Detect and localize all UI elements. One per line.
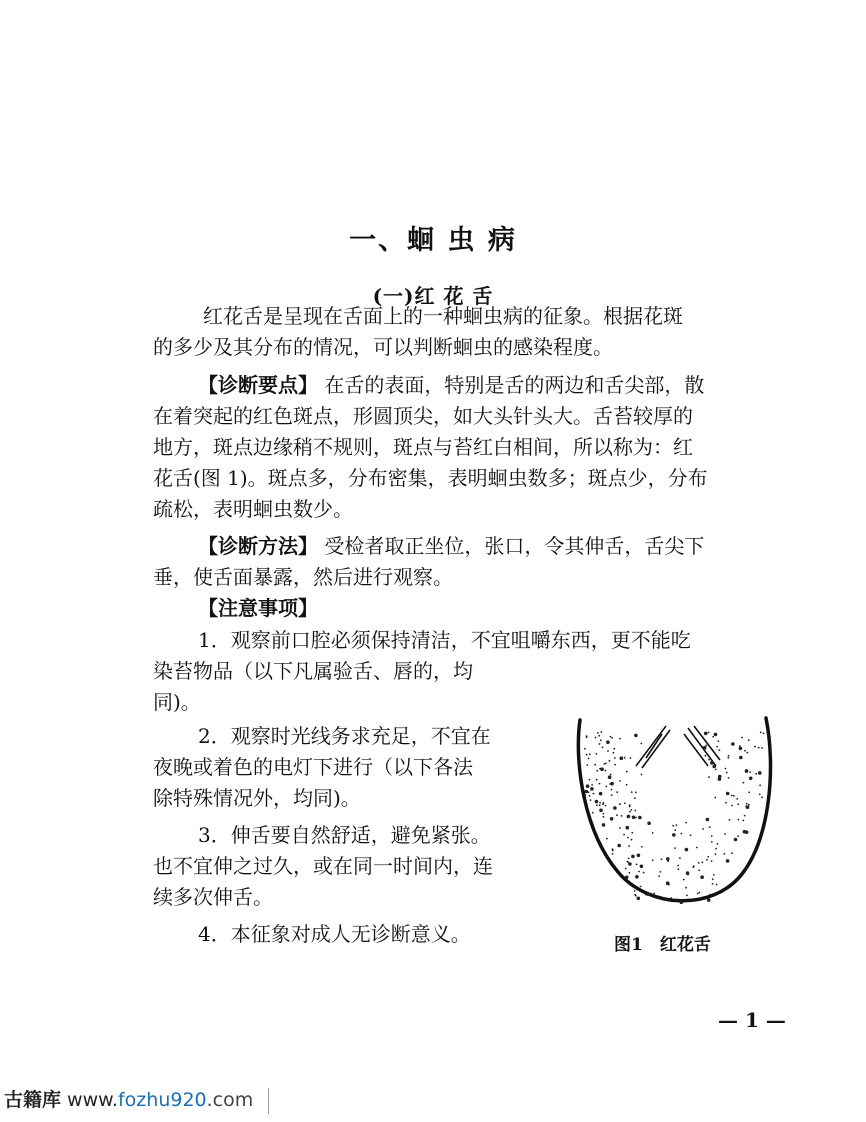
body-line — [153, 463, 708, 494]
spot-dot — [584, 790, 588, 794]
spot-dot — [616, 791, 618, 793]
spot-dot — [634, 797, 636, 799]
spot-dot — [686, 871, 690, 875]
spot-dot — [612, 853, 614, 855]
spot-dot — [625, 876, 629, 880]
spot-dot — [726, 792, 730, 796]
spot-dot — [617, 844, 621, 848]
spot-dot — [609, 760, 611, 762]
spot-dot — [596, 753, 598, 755]
spot-dot — [620, 756, 624, 760]
spot-dot — [661, 858, 663, 860]
spot-dot — [627, 837, 629, 839]
spot-dot — [685, 848, 689, 852]
spot-dot — [631, 832, 633, 834]
spot-dot — [629, 805, 631, 807]
spot-dot — [711, 835, 713, 837]
spot-dot — [652, 859, 654, 861]
spot-dot — [666, 859, 668, 861]
spot-dot — [729, 819, 731, 821]
spot-dot — [628, 862, 632, 866]
spot-dot — [676, 824, 678, 826]
spot-dot — [635, 817, 637, 819]
spot-dot — [605, 770, 607, 772]
spot-dot — [748, 804, 750, 806]
spot-dot — [613, 752, 615, 754]
spot-dot — [595, 737, 597, 739]
spot-dot — [635, 875, 639, 879]
spot-dot — [702, 861, 704, 863]
spot-dot — [628, 858, 630, 860]
spot-dot — [599, 802, 601, 804]
spot-dot — [713, 874, 715, 876]
spot-dot — [599, 743, 601, 745]
spot-dot — [598, 735, 600, 737]
spot-dot — [724, 853, 726, 855]
tongue-figure — [570, 712, 790, 922]
section-heading: 【诊断要点】 — [198, 373, 318, 397]
body-line — [153, 332, 613, 363]
spot-dot — [584, 794, 586, 796]
body-line-text: 在舌的表面，特别是舌的两边和舌尖部，散 — [324, 373, 705, 397]
body-line-text: 垂，使舌面暴露，然后进行观察。 — [153, 565, 453, 589]
spot-dot — [758, 747, 760, 749]
spot-dot — [632, 816, 636, 820]
spot-dot — [631, 839, 633, 841]
spot-dot — [600, 731, 602, 733]
spot-dot — [634, 890, 636, 892]
spot-dot — [741, 737, 743, 739]
spot-dot — [737, 835, 739, 837]
body-line — [198, 625, 691, 656]
spot-dot — [619, 738, 621, 740]
spot-dot — [660, 871, 662, 873]
spot-dot — [635, 895, 637, 897]
spot-dot — [678, 868, 680, 870]
spot-dot — [731, 852, 733, 854]
spot-dot — [604, 763, 606, 765]
spot-dot — [611, 737, 613, 739]
spot-dot — [731, 805, 733, 807]
body-line — [153, 851, 493, 882]
body-line — [153, 783, 361, 814]
spot-dot — [697, 893, 699, 895]
spot-dot — [584, 748, 586, 750]
spot-dot — [600, 767, 604, 771]
spot-dot — [679, 857, 681, 859]
spot-dot — [731, 795, 733, 797]
body-line-text: 在着突起的红色斑点，形圆顶尖，如大头针头大。舌苔较厚的 — [153, 404, 693, 428]
spot-dot — [728, 755, 730, 757]
spot-dot — [747, 752, 749, 754]
spot-dot — [592, 812, 594, 814]
spot-dot — [707, 898, 711, 902]
spot-dot — [733, 795, 735, 797]
spot-dot — [749, 771, 751, 773]
spot-dot — [606, 838, 608, 840]
body-line — [203, 301, 683, 332]
body-line-text: 续多次伸舌。 — [153, 885, 273, 909]
site-watermark[interactable] — [4, 1085, 253, 1112]
body-line — [153, 562, 453, 593]
watermark-brand: 古籍库 — [4, 1089, 62, 1111]
spot-dot — [626, 771, 628, 773]
spot-dot — [715, 769, 717, 771]
spot-dot — [711, 860, 713, 862]
spot-dot — [619, 803, 621, 805]
spot-dot — [714, 797, 716, 799]
spot-dot — [630, 809, 632, 811]
center-groove-left — [636, 726, 670, 768]
spot-dot — [685, 887, 687, 889]
spot-dot — [635, 792, 637, 794]
spot-dot — [712, 736, 714, 738]
spot-dot — [616, 814, 618, 816]
spot-dot — [637, 854, 641, 858]
spot-dot — [739, 745, 741, 747]
footer-divider — [268, 1088, 269, 1114]
spot-dot — [703, 746, 707, 750]
spot-dot — [619, 780, 621, 782]
spot-dot — [703, 898, 705, 900]
spot-dot — [608, 775, 612, 779]
spot-dot — [589, 795, 591, 797]
spot-dot — [626, 826, 630, 830]
spot-dot — [704, 732, 708, 736]
section-title: (一)红 花 舌 — [372, 284, 494, 308]
tongue-outline — [578, 718, 770, 901]
spot-dot — [602, 747, 604, 749]
spot-dot — [705, 755, 707, 757]
spot-dot — [674, 829, 676, 831]
body-line — [153, 494, 353, 525]
spot-dot — [610, 782, 614, 786]
spot-dot — [755, 773, 757, 775]
spot-dot — [706, 859, 708, 861]
body-line — [198, 820, 491, 851]
spot-dot — [759, 784, 761, 786]
spot-dot — [638, 816, 642, 820]
spot-dot — [586, 764, 588, 766]
spot-dot — [595, 800, 599, 804]
spot-dot — [586, 736, 588, 738]
spot-dot — [685, 822, 687, 824]
spot-dot — [698, 862, 700, 864]
body-line-text: 除特殊情况外，均同)。 — [153, 786, 361, 810]
spot-dot — [739, 756, 743, 760]
spot-dot — [612, 848, 614, 850]
spot-dot — [745, 830, 749, 834]
spot-dot — [630, 757, 632, 759]
spot-dot — [636, 864, 638, 866]
spot-dot — [596, 779, 598, 781]
spot-dot — [712, 765, 716, 769]
watermark-suffix: .com — [206, 1089, 254, 1111]
spot-dot — [634, 734, 638, 738]
body-line — [198, 721, 491, 752]
spot-dot — [743, 782, 745, 784]
spot-dot — [728, 777, 730, 779]
spot-dot — [719, 749, 721, 751]
spot-dot — [686, 895, 688, 897]
spot-dot — [690, 834, 692, 836]
spot-dot — [623, 834, 625, 836]
body-line — [198, 919, 471, 950]
spot-dot — [736, 798, 738, 800]
spot-dot — [717, 843, 719, 845]
spot-dot — [590, 799, 592, 801]
page-number: — 1 — — [718, 1008, 786, 1032]
spot-dot — [727, 757, 729, 759]
spot-dot — [634, 810, 636, 812]
body-line-text: 的多少及其分布的情况，可以判断蛔虫的感染程度。 — [153, 335, 613, 359]
spot-dot — [718, 777, 722, 781]
body-line — [153, 401, 693, 432]
spot-dot — [589, 753, 591, 755]
spot-dot — [602, 823, 606, 827]
body-line-text: 也不宜伸之过久，或在同一时间内，连 — [153, 854, 493, 878]
body-line-text: 夜晚或着色的电灯下进行（以下各法 — [153, 755, 473, 779]
spot-dot — [699, 892, 701, 894]
spot-dot — [627, 815, 631, 819]
spot-dot — [602, 803, 604, 805]
chapter-title: 一、蛔 虫 病 — [349, 225, 517, 256]
spot-dot — [640, 886, 642, 888]
spot-dot — [744, 750, 746, 752]
spot-dot — [716, 746, 718, 748]
spot-dot — [652, 832, 654, 834]
spot-dot — [610, 736, 612, 738]
body-line — [153, 752, 473, 783]
spot-dot — [680, 900, 684, 904]
spot-dot — [680, 833, 682, 835]
spot-dot — [734, 838, 738, 842]
body-line — [153, 432, 693, 463]
spot-dot — [670, 897, 672, 899]
spot-dot — [749, 777, 753, 781]
spot-dot — [607, 750, 609, 752]
spot-dot — [748, 739, 750, 741]
spot-dot — [611, 794, 613, 796]
spot-dot — [709, 826, 711, 828]
section-heading: 【诊断方法】 — [198, 534, 318, 558]
spot-dot — [626, 784, 628, 786]
spot-dot — [631, 855, 635, 859]
spot-dot — [619, 827, 621, 829]
spot-dot — [640, 743, 642, 745]
spot-dot — [712, 883, 714, 885]
spot-dot — [647, 892, 651, 896]
section-heading: 【注意事项】 — [198, 596, 318, 620]
spot-dot — [614, 757, 616, 759]
spot-dot — [593, 793, 595, 795]
body-line-text: 红花舌是呈现在舌面上的一种蛔虫病的征象。根据花斑 — [203, 304, 683, 328]
spot-dot — [641, 774, 643, 776]
spot-dot — [605, 786, 607, 788]
spot-dot — [702, 828, 704, 830]
spot-dot — [640, 865, 644, 869]
spot-dot — [654, 897, 656, 899]
spot-dot — [744, 815, 746, 817]
spot-dot — [683, 879, 685, 881]
spot-dot — [761, 747, 763, 749]
body-line — [198, 531, 704, 562]
spot-dot — [637, 897, 641, 901]
spot-dot — [625, 868, 627, 870]
spot-dot — [763, 733, 765, 735]
spot-dot — [745, 805, 747, 807]
spot-dot — [738, 819, 740, 821]
spot-dot — [626, 861, 628, 863]
spot-dot — [700, 875, 704, 879]
spot-dot — [645, 894, 647, 896]
spot-dot — [754, 746, 756, 748]
body-line-text: 染苔物品（以下凡属验舌、唇的，均 — [153, 659, 473, 683]
spot-dot — [603, 813, 605, 815]
spot-dot — [605, 805, 607, 807]
spot-dot — [610, 817, 614, 821]
body-line-text: 花舌(图 1)。斑点多，分布密集，表明蛔虫数多；斑点少，分布 — [153, 466, 708, 490]
spot-dot — [643, 872, 645, 874]
spot-dot — [666, 881, 670, 885]
spot-dot — [717, 740, 719, 742]
spot-dot — [614, 764, 616, 766]
spot-dot — [708, 759, 710, 761]
spot-dot — [705, 745, 707, 747]
body-line-text: 1．观察前口腔必须保持清洁，不宜咀嚼东西，更不能吃 — [198, 628, 691, 652]
spot-dot — [725, 768, 727, 770]
spot-dot — [693, 900, 695, 902]
spot-dot — [600, 739, 602, 741]
spot-dot — [725, 802, 727, 804]
center-groove-right — [684, 726, 720, 766]
spot-dot — [631, 791, 633, 793]
spot-dot — [596, 770, 598, 772]
spot-dot — [599, 792, 603, 796]
spot-dot — [739, 747, 743, 751]
spot-dot — [586, 784, 590, 788]
spot-dot — [706, 818, 710, 822]
spot-dot — [610, 774, 612, 776]
spot-dot — [594, 764, 596, 766]
body-line-text: 3．伸舌要自然舒适，避免紧张。 — [198, 823, 491, 847]
spot-dot — [711, 841, 713, 843]
watermark-prefix: www. — [61, 1089, 118, 1111]
spot-dot — [653, 893, 655, 895]
spot-dot — [708, 732, 710, 734]
spot-dot — [707, 856, 709, 858]
spot-dot — [693, 866, 695, 868]
spot-dot — [672, 825, 674, 827]
spot-dot — [716, 884, 718, 886]
spot-dot — [745, 769, 749, 773]
spot-dot — [726, 772, 728, 774]
spot-dot — [666, 898, 668, 900]
spot-dot — [624, 757, 626, 759]
body-line-text: 受检者取正坐位，张口，令其伸舌，舌尖下 — [324, 534, 705, 558]
body-line — [153, 882, 273, 913]
spot-dot — [696, 847, 698, 849]
spot-dot — [677, 865, 679, 867]
spot-dot — [726, 859, 730, 863]
spot-dot — [715, 848, 717, 850]
spot-dot — [599, 804, 601, 806]
spot-dot — [628, 845, 630, 847]
spot-dot — [677, 899, 679, 901]
spot-dot — [597, 732, 599, 734]
spot-dot — [589, 779, 591, 781]
spot-dot — [737, 803, 739, 805]
body-line — [153, 687, 201, 718]
spot-dot — [590, 787, 594, 791]
figure-caption: 图1 红花舌 — [614, 935, 711, 955]
spot-dot — [698, 869, 700, 871]
spot-dot — [674, 847, 676, 849]
spot-dot — [629, 872, 631, 874]
spot-dot — [759, 794, 761, 796]
body-line-text: 2．观察时光线务求充足，不宜在 — [198, 724, 491, 748]
spot-dot — [758, 771, 762, 775]
spot-dot — [599, 783, 601, 785]
spot-dot — [624, 802, 626, 804]
spot-dot — [748, 791, 750, 793]
spot-dot — [606, 740, 610, 744]
spot-dot — [641, 846, 643, 848]
body-line-text: 同)。 — [153, 690, 201, 714]
spot-dot — [672, 833, 676, 837]
spot-dot — [710, 761, 714, 765]
body-line — [153, 656, 473, 687]
spot-dot — [746, 803, 748, 805]
spot-dot — [586, 754, 588, 756]
spot-dot — [629, 811, 631, 813]
spot-dot — [724, 833, 726, 835]
spot-dot — [591, 784, 593, 786]
spot-dot — [613, 806, 617, 810]
spot-dot — [760, 731, 762, 733]
body-line-text: 地方，斑点边缘稍不规则，斑点与苔红白相间，所以称为：红 — [153, 435, 693, 459]
spot-dot — [599, 809, 603, 813]
spot-dot — [708, 776, 710, 778]
spot-dot — [647, 822, 651, 826]
spot-dot — [638, 871, 640, 873]
spot-dot — [715, 853, 717, 855]
spot-dot — [613, 748, 615, 750]
spot-dot — [621, 815, 623, 817]
body-line — [198, 370, 704, 401]
spot-dot — [714, 733, 718, 737]
spot-dot — [712, 878, 714, 880]
spot-dot — [603, 816, 605, 818]
watermark-domain: fozhu920 — [117, 1089, 207, 1111]
body-line-text: 4．本征象对成人无诊断意义。 — [198, 922, 471, 946]
spot-dot — [709, 894, 711, 896]
body-line — [198, 593, 318, 624]
spot-dot — [596, 804, 598, 806]
spot-dot — [742, 820, 744, 822]
spot-dot — [731, 742, 735, 746]
spot-dot — [658, 875, 660, 877]
spot-dot — [761, 796, 763, 798]
body-line-text: 疏松，表明蛔虫数少。 — [153, 497, 353, 521]
spot-dot — [611, 789, 613, 791]
spot-dot — [588, 758, 590, 760]
